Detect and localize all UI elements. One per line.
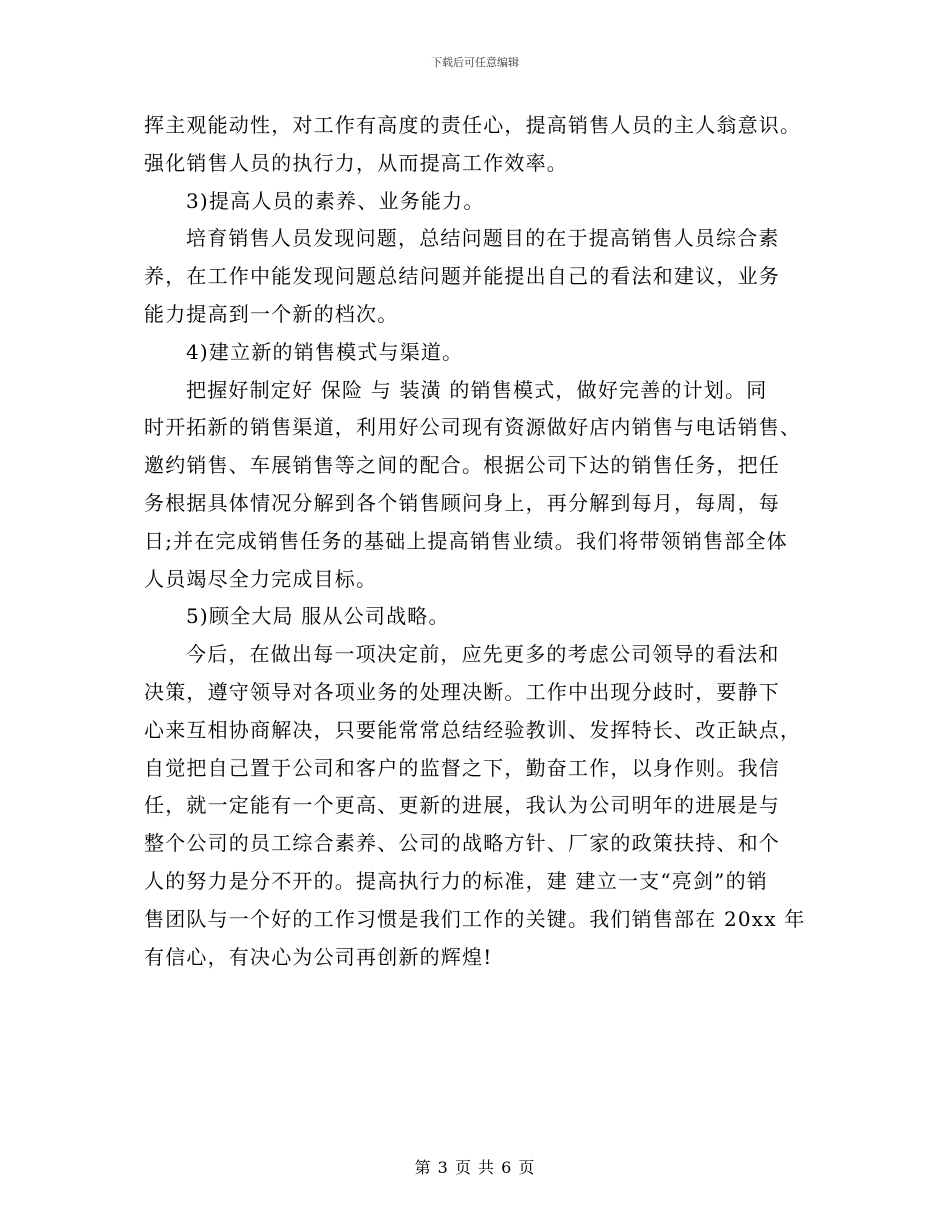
section-heading-4: 4)建立新的销售模式与渠道。: [186, 339, 464, 364]
paragraph-line: 养，在工作中能发现问题总结问题并能提出自己的看法和建议，业务: [144, 264, 780, 289]
paragraph-line: 人的努力是分不开的。提高执行力的标准，建 建立一支“亮剑”的销: [144, 868, 769, 893]
paragraph-line: 邀约销售、车展销售等之间的配合。根据公司下达的销售任务，把任: [144, 453, 780, 478]
paragraph-line: 时开拓新的销售渠道，利用好公司现有资源做好店内销售与电话销售、: [144, 415, 802, 440]
paragraph-line: 任，就一定能有一个更高、更新的进展，我认为公司明年的进展是与: [144, 793, 780, 818]
header-note: 下载后可任意编辑: [431, 56, 519, 69]
document-body: [144, 107, 808, 976]
paragraph-line: 把握好制定好 保险 与 装潢 的销售模式，做好完善的计划。同: [186, 377, 768, 402]
paragraph-line: 日;并在完成销售任务的基础上提高销售业绩。我们将带领销售部全体: [144, 528, 788, 553]
page-number-footer: 第 3 页 共 6 页: [414, 1158, 536, 1177]
section-heading-3: 3)提高人员的素养、业务能力。: [186, 188, 485, 213]
paragraph-line: 挥主观能动性，对工作有高度的责任心，提高销售人员的主人翁意识。: [144, 113, 802, 137]
paragraph-line: 售团队与一个好的工作习惯是我们工作的关键。我们销售部在 20xx 年: [144, 906, 806, 931]
paragraph-line: 务根据具体情况分解到各个销售顾问身上，再分解到每月，每周，每: [144, 490, 780, 515]
paragraph-line: 人员竭尽全力完成目标。: [144, 566, 378, 591]
paragraph-line: 能力提高到一个新的档次。: [144, 301, 399, 326]
paragraph-line: 培育销售人员发现问题，总结问题目的在于提高销售人员综合素: [186, 226, 780, 251]
paragraph-line: 今后，在做出每一项决定前，应先更多的考虑公司领导的看法和: [186, 642, 780, 667]
section-heading-5: 5)顾全大局 服从公司战略。: [186, 604, 450, 629]
paragraph-line: 自觉把自己置于公司和客户的监督之下，勤奋工作，以身作则。我信: [144, 755, 780, 780]
paragraph-line: 有信心，有决心为公司再创新的辉煌!: [144, 944, 493, 969]
paragraph-line: 强化销售人员的执行力，从而提高工作效率。: [144, 150, 568, 175]
paragraph-line: 心来互相协商解决，只要能常常总结经验教训、发挥特长、改正缺点，: [144, 717, 802, 742]
paragraph-line: 整个公司的员工综合素养、公司的战略方针、厂家的政策扶持、和个: [144, 831, 780, 856]
paragraph-line: 决策，遵守领导对各项业务的处理决断。工作中出现分歧时，要静下: [144, 679, 780, 704]
